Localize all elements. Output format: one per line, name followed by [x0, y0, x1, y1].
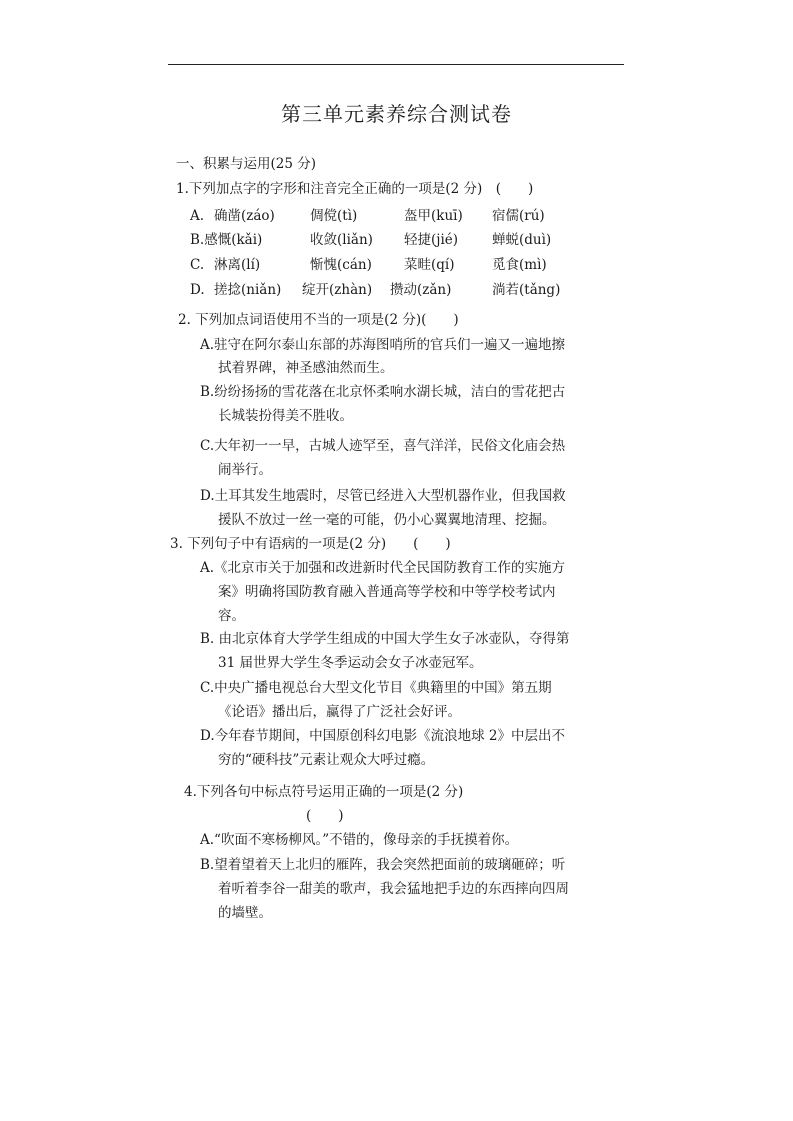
q3-option-a-cont-2: 容。	[218, 608, 245, 624]
header-rule	[168, 64, 624, 65]
q1-row-c-item-1: 淋离(lí)	[214, 257, 261, 273]
q1-row-a-item-1: 确凿(záo)	[214, 208, 275, 224]
q1-row-a-item-4: 宿儒(rú)	[492, 208, 545, 224]
q1-row-b-item-4: 蝉蜕(duì)	[492, 232, 552, 248]
section-heading: 一、积累与运用(25 分)	[176, 156, 317, 172]
q2-option-a: A.驻守在阿尔泰山东部的苏海图哨所的官兵们一遍又一遍地擦	[200, 337, 566, 353]
q3-option-a: A.《北京市关于加强和改进新时代全民国防教育工作的实施方	[200, 560, 566, 576]
q1-row-a-label: A.	[190, 208, 205, 224]
q1-row-c-label: C.	[190, 257, 205, 273]
q1-row-b-item-3: 轻捷(jié)	[404, 232, 459, 248]
q1-row-d-item-1: 搓捻(niǎn)	[214, 282, 282, 298]
q1-row-a-item-2: 倜傥(tì)	[310, 208, 358, 224]
q2-option-d-cont: 援队不放过一丝一毫的可能，仍小心翼翼地清理、挖掘。	[218, 512, 556, 528]
q4-stem: 4.下列各句中标点符号运用正确的一项是(2 分)	[184, 784, 464, 800]
q4-answer-paren: ( )	[306, 808, 344, 824]
q2-option-c: C.大年初一一早，古城人迹罕至，喜气洋洋，民俗文化庙会热	[200, 438, 566, 454]
q1-row-d-label: D.	[190, 282, 205, 298]
q1-row-c-item-2: 惭愧(cán)	[310, 257, 372, 273]
q2-stem: 2. 下列加点词语使用不当的一项是(2 分)( )	[178, 312, 459, 328]
q1-row-c-item-4: 觅食(mì)	[492, 257, 547, 273]
q2-option-a-cont: 拭着界碑，神圣感油然而生。	[218, 360, 394, 376]
q1-row-b-item-2: 收敛(liǎn)	[310, 232, 373, 248]
q3-option-c-cont: 《论语》播出后，赢得了广泛社会好评。	[218, 704, 461, 720]
q2-option-b-cont: 长城装扮得美不胜收。	[218, 408, 353, 424]
q3-option-d-cont: 穷的“硬科技”元素让观众大呼过瘾。	[218, 752, 435, 768]
q1-row-a-item-3: 盔甲(kuī)	[404, 208, 463, 224]
q1-row-c-item-3: 菜畦(qí)	[404, 257, 455, 273]
q1-row-d-item-3: 攒动(zǎn)	[390, 282, 452, 298]
q1-stem: 1.下列加点字的字形和注音完全正确的一项是(2 分) ( )	[176, 181, 534, 197]
q3-option-d: D.今年春节期间，中国原创科幻电影《流浪地球 2》中层出不	[200, 728, 566, 744]
q3-option-b: B. 由北京体育大学学生组成的中国大学生女子冰壶队，夺得第	[200, 631, 570, 647]
q2-option-d: D.土耳其发生地震时，尽管已经进入大型机器作业，但我国救	[200, 488, 566, 504]
q1-row-d-item-4: 淌若(tǎng)	[492, 282, 561, 298]
q1-row-b-item-1: B.感慨(kǎi)	[190, 232, 263, 248]
q3-option-b-cont: 31 届世界大学生冬季运动会女子冰壶冠军。	[218, 655, 483, 671]
q3-option-c: C.中央广播电视总台大型文化节目《典籍里的中国》第五期	[200, 680, 552, 696]
q4-option-a: A.“吹面不寒杨柳风。”不错的，像母亲的手抚摸着你。	[200, 832, 519, 848]
q4-option-b-cont-1: 着听着李谷一甜美的歌声，我会猛地把手边的东西摔向四周	[218, 881, 569, 897]
q4-option-b: B.望着望着天上北归的雁阵，我会突然把面前的玻璃砸碎；听	[200, 857, 566, 873]
q2-option-c-cont: 闹举行。	[218, 462, 272, 478]
q2-option-b: B.纷纷扬扬的雪花落在北京怀柔响水湖长城，洁白的雪花把古	[200, 384, 566, 400]
q3-option-a-cont-1: 案》明确将国防教育融入普通高等学校和中等学校考试内	[218, 584, 556, 600]
q1-row-d-item-2: 绽开(zhàn)	[302, 282, 373, 298]
q3-stem: 3. 下列句子中有语病的一项是(2 分) ( )	[170, 536, 451, 552]
q4-option-b-cont-2: 的墙壁。	[218, 905, 272, 921]
page-title: 第三单元素养综合测试卷	[281, 102, 512, 126]
